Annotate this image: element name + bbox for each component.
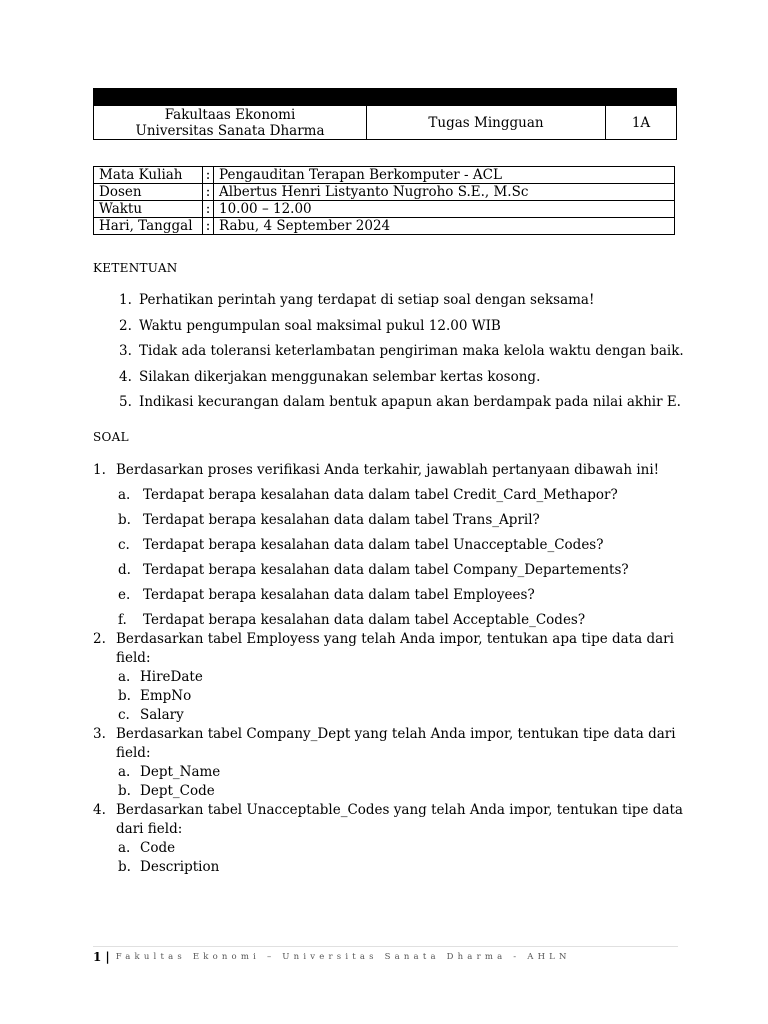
university-name: Universitas Sanata Dharma — [135, 122, 325, 139]
page-number: 1 — [93, 950, 102, 964]
sub-text: Terdapat berapa kesalahan data dalam tabel Company_Departements? — [143, 562, 629, 578]
sub-text: Terdapat berapa kesalahan data dalam tabel Trans_April? — [143, 512, 540, 528]
course-info-table — [93, 166, 675, 235]
item-number: 1. — [119, 292, 132, 308]
list-item — [93, 367, 693, 393]
info-colon: : — [203, 201, 214, 218]
list-item — [93, 392, 693, 418]
sub-number: a. — [118, 487, 131, 503]
footer-text: Fakultas Ekonomi – Universitas Sanata Dharma - AHLN — [115, 952, 571, 962]
info-colon: : — [203, 218, 214, 235]
question — [93, 725, 693, 763]
info-row — [94, 167, 675, 184]
item-text: Silakan dikerjakan menggunakan selembar kertas kosong. — [139, 368, 541, 385]
question — [93, 459, 693, 484]
sub-number: b. — [118, 783, 131, 799]
info-row — [94, 218, 675, 235]
item-number: 3. — [119, 343, 132, 359]
info-row — [94, 201, 675, 218]
info-key: Waktu — [94, 201, 203, 218]
sub-number: a. — [118, 764, 131, 780]
sub-number: f. — [118, 612, 127, 628]
question-text: Berdasarkan tabel Employess yang telah Anda impor, tentukan apa tipe data dari field: — [116, 631, 674, 666]
sub-text: Terdapat berapa kesalahan data dalam tabel Unacceptable_Codes? — [143, 537, 604, 553]
sub-question — [93, 706, 693, 725]
footer-divider — [93, 946, 678, 947]
sub-question — [93, 839, 693, 858]
question-text: Berdasarkan proses verifikasi Anda terkahir, jawablah pertanyaan dibawah ini! — [116, 462, 660, 478]
question — [93, 630, 693, 668]
question — [93, 801, 693, 839]
sub-question — [93, 858, 693, 877]
question-list — [93, 459, 693, 877]
info-row — [94, 184, 675, 201]
sub-text: Description — [140, 859, 220, 875]
info-colon: : — [203, 184, 214, 201]
sub-question — [93, 763, 693, 782]
sub-question — [93, 509, 693, 534]
info-value: Albertus Henri Listyanto Nugroho S.E., M.Sc — [214, 184, 675, 201]
faculty-name: Fakultaas Ekonomi — [164, 106, 296, 123]
sub-number: d. — [118, 562, 131, 578]
list-item — [93, 341, 693, 367]
sub-text: Dept_Name — [140, 764, 221, 780]
item-number: 2. — [119, 317, 132, 334]
sub-number: b. — [118, 688, 131, 704]
list-item — [93, 290, 693, 316]
ketentuan-list — [93, 290, 693, 418]
sub-question — [93, 668, 693, 687]
sub-number: b. — [118, 512, 131, 528]
question-text: Berdasarkan tabel Company_Dept yang telah Anda impor, tentukan tipe data dari field: — [116, 726, 676, 761]
page-footer — [93, 950, 571, 964]
question-number: 2. — [93, 631, 106, 647]
item-text: Indikasi kecurangan dalam bentuk apapun akan berdampak pada nilai akhir E. — [139, 394, 681, 410]
sub-question — [93, 687, 693, 706]
soal-heading: SOAL — [93, 430, 129, 444]
info-key: Hari, Tanggal — [94, 218, 203, 235]
info-value: Rabu, 4 September 2024 — [214, 218, 675, 235]
sub-question — [93, 534, 693, 559]
info-key: Dosen — [94, 184, 203, 201]
sub-question — [93, 782, 693, 801]
header-institution-cell — [94, 106, 367, 139]
question-number: 1. — [93, 462, 106, 478]
sub-text: EmpNo — [140, 688, 192, 704]
sub-number: c. — [118, 707, 130, 723]
question-text: Berdasarkan tabel Unacceptable_Codes yang telah Anda impor, tentukan tipe data dari field: — [116, 802, 683, 837]
header-black-bar — [94, 89, 676, 105]
list-item — [93, 316, 693, 342]
sub-question — [93, 609, 693, 630]
sub-text: HireDate — [140, 669, 203, 685]
sub-text: Terdapat berapa kesalahan data dalam tabel Acceptable_Codes? — [143, 612, 586, 628]
ketentuan-heading: KETENTUAN — [93, 261, 178, 275]
sub-number: a. — [118, 840, 131, 856]
item-number: 4. — [119, 368, 132, 385]
info-colon: : — [203, 167, 214, 184]
sub-text: Salary — [140, 707, 184, 723]
item-text: Waktu pengumpulan soal maksimal pukul 12.00 WIB — [139, 317, 501, 334]
info-value: 10.00 – 12.00 — [214, 201, 675, 218]
sub-number: c. — [118, 537, 130, 553]
sub-question — [93, 584, 693, 609]
question-number: 4. — [93, 802, 106, 818]
sub-text: Dept_Code — [140, 783, 215, 799]
sub-question — [93, 559, 693, 584]
sub-text: Terdapat berapa kesalahan data dalam tabel Credit_Card_Methapor? — [143, 487, 618, 503]
item-number: 5. — [119, 394, 132, 410]
sub-number: a. — [118, 669, 131, 685]
sub-number: e. — [118, 587, 131, 603]
info-key: Mata Kuliah — [94, 167, 203, 184]
sub-number: b. — [118, 859, 131, 875]
sub-text: Terdapat berapa kesalahan data dalam tabel Employees? — [143, 587, 535, 603]
header-row — [94, 105, 676, 139]
info-value: Pengauditan Terapan Berkomputer - ACL — [214, 167, 675, 184]
question-number: 3. — [93, 726, 106, 742]
item-text: Perhatikan perintah yang terdapat di setiap soal dengan seksama! — [139, 292, 595, 308]
task-title: Tugas Mingguan — [367, 106, 606, 139]
sub-question — [93, 484, 693, 509]
item-text: Tidak ada toleransi keterlambatan pengiriman maka kelola waktu dengan baik. — [139, 343, 684, 359]
sub-text: Code — [140, 840, 176, 856]
header-table — [93, 88, 677, 140]
task-code: 1A — [631, 114, 651, 131]
footer-separator: | — [105, 950, 110, 964]
